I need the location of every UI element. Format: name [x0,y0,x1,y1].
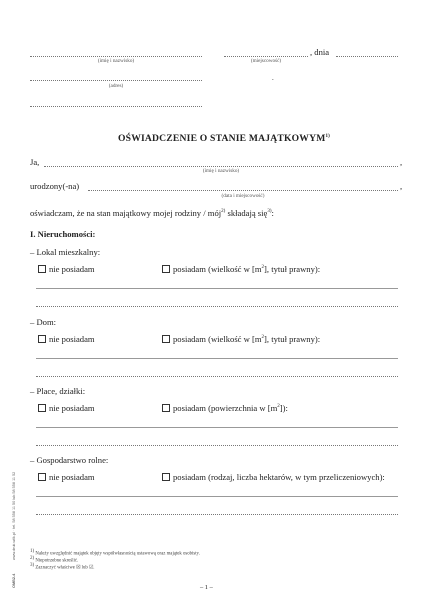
lokal-label: – Lokal mieszkalny: [30,247,101,257]
place-caption: (miejscowość) [250,58,282,64]
gosp-none-checkbox[interactable] [38,473,46,481]
place-none-option[interactable]: nie posiadam [38,403,95,413]
place-have-checkbox[interactable] [162,404,170,412]
form-code: OMB2-4 [12,573,16,588]
place-none-checkbox[interactable] [38,404,46,412]
birth-line[interactable] [88,190,398,191]
born-comma: , [400,181,403,191]
dom-none-checkbox[interactable] [38,335,46,343]
footnote-2: $^{2)}$ Niepotrzebne skreślić. [30,556,79,564]
footnote-1: $^{1)}$ Należy uwzględnić majątek objęty współwłasnością ustawową oraz majątek osobisty. [30,549,200,557]
gosp-have-checkbox[interactable] [162,473,170,481]
name-caption: (imię i nazwisko) [97,58,135,64]
declaration-text: oświadczam, że na stan majątkowy mojej rodziny / mój$^{2)}$ składają się$^{3)}$: [30,208,274,218]
lokal-none-option[interactable]: nie posiadam [38,264,95,274]
lokal-none-checkbox[interactable] [38,265,46,273]
place-have-option[interactable]: posiadam (powierzchnia w $[m^2]$): [162,403,288,413]
section-title: I. Nieruchomości: [30,229,96,239]
dom-have-option[interactable]: posiadam (wielkość w $[m^2]$, tytuł prawny): [162,334,320,344]
gosp-line-2[interactable] [36,514,398,515]
place-line[interactable] [224,56,308,57]
gosp-have-option[interactable]: posiadam (rodzaj, liczba hektarów, w tym przeliczeniowych): [162,472,385,482]
ja-comma: , [400,157,403,167]
declarant-name-line[interactable] [44,166,398,167]
page-title [118,133,330,144]
dom-none-option[interactable]: nie posiadam [38,334,95,344]
place-label: – Place, działki: [30,386,86,396]
title-footnote-mark: 1) [325,133,331,139]
lokal-have-checkbox[interactable] [162,265,170,273]
lokal-line-1[interactable] [36,288,398,289]
footnote-3: $^{3)}$ Zaznaczyć właściwe ☒ lub ☑. [30,563,95,571]
declarant-name-caption: (imię i nazwisko) [202,168,240,174]
place-line-2[interactable] [36,445,398,446]
dom-have-checkbox[interactable] [162,335,170,343]
birth-caption: (data i miejscowość) [221,193,265,199]
born-label: urodzony(-na) [30,181,80,191]
ja-label: Ja, [30,157,40,167]
side-print-info: www.druk.wilk.pl · tel. 58 558 11 50 lub 58 558 11 52 [12,471,16,560]
address-caption: (adres) [108,83,124,89]
gosp-line-1[interactable] [36,496,398,497]
dom-line-2[interactable] [36,376,398,377]
date-label: , dnia [310,47,330,57]
gosp-none-option[interactable]: nie posiadam [38,472,95,482]
address-line-2[interactable] [30,106,202,107]
dom-label: – Dom: [30,317,57,327]
page-title-text: OŚWIADCZENIE O STANIE MAJĄTKOWYM [118,133,326,144]
dot-mark: . [272,74,274,82]
lokal-line-2[interactable] [36,306,398,307]
address-line-1[interactable] [30,80,202,81]
gosp-label: – Gospodarstwo rolne: [30,455,109,465]
name-line[interactable] [30,56,202,57]
dom-line-1[interactable] [36,358,398,359]
place-line-1[interactable] [36,427,398,428]
lokal-have-option[interactable]: posiadam (wielkość w $[m^2]$, tytuł prawny): [162,264,320,274]
page-number: – 1 – [200,584,213,591]
date-line[interactable] [336,56,398,57]
